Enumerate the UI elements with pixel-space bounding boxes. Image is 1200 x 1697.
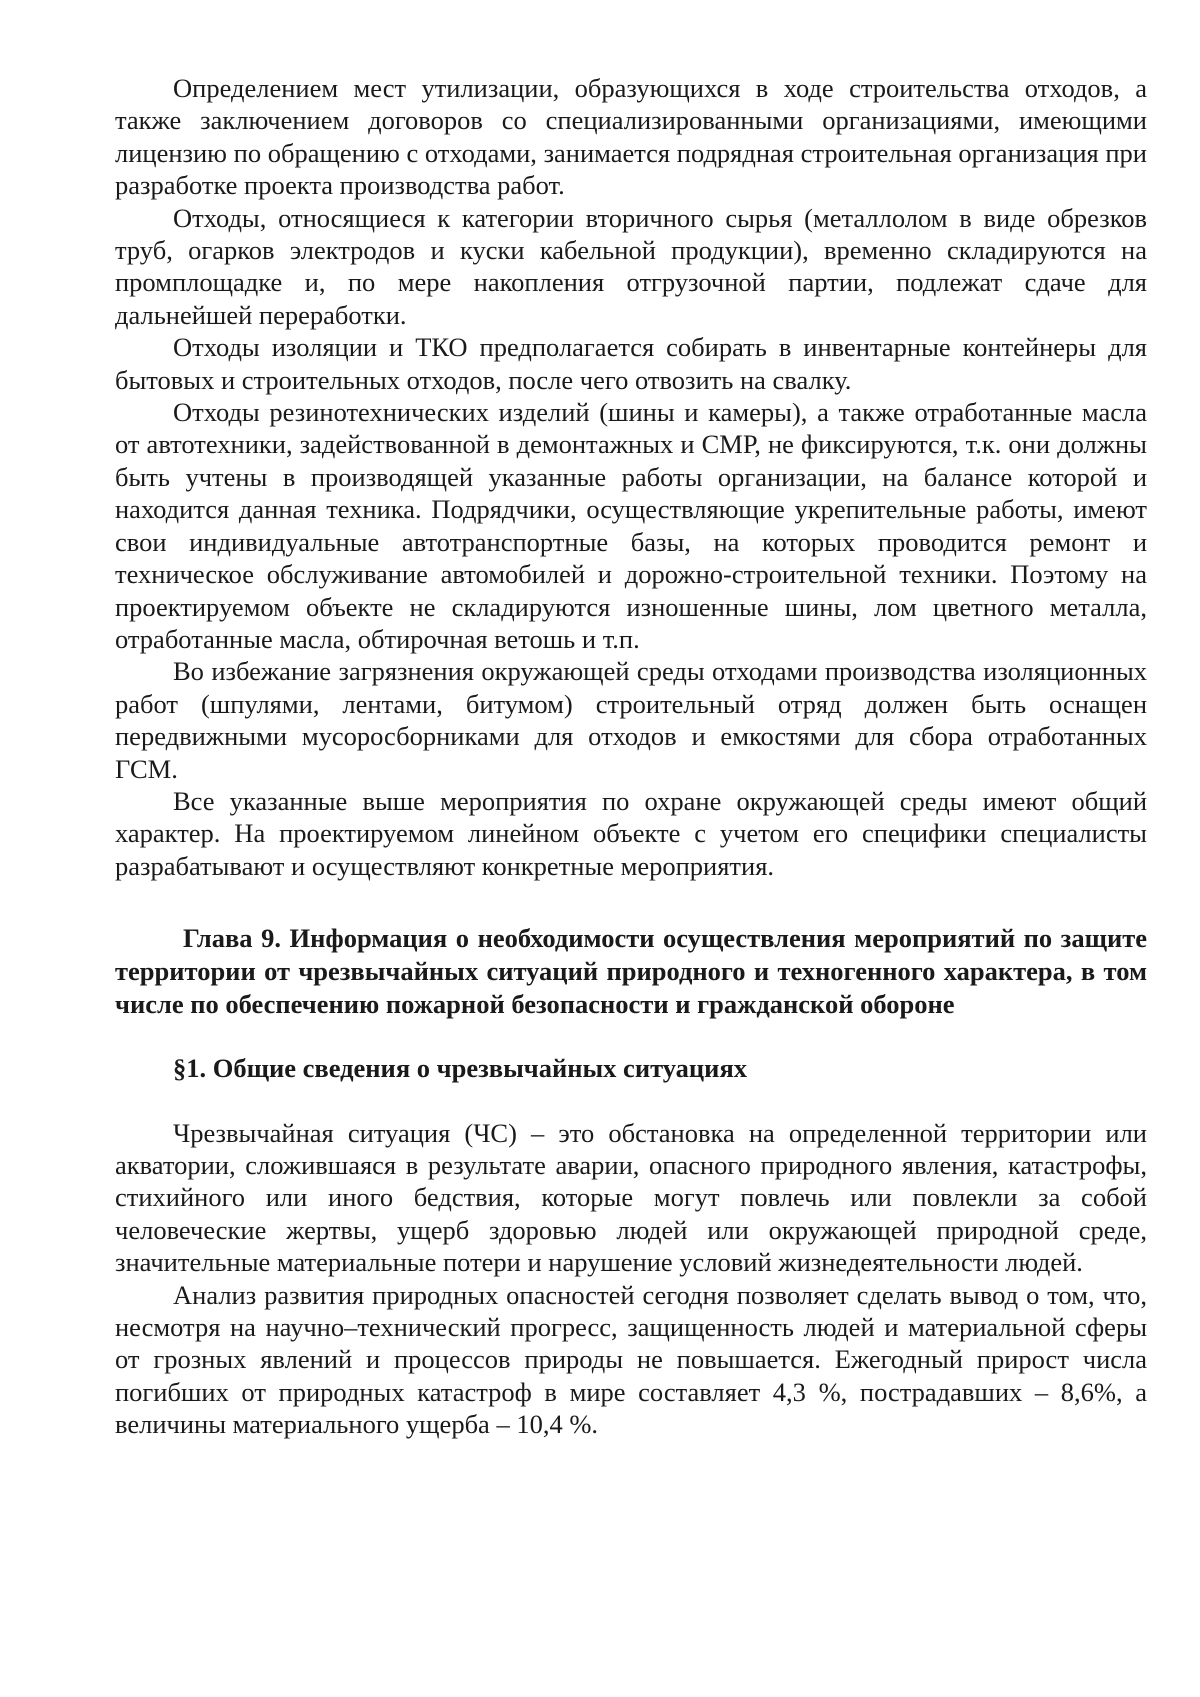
- paragraph-pollution-prevention: Во избежание загрязнения окружающей среды отходами производства изоляционных работ (шпулями, лентами, битумом) строительный отряд должен быть оснащен передвижными мусоросборниками для отходов и емкостями для сбора отработанных ГСМ.: [115, 656, 1147, 784]
- paragraph-waste-disposal: Определением мест утилизации, образующихся в ходе строительства отходов, а также заключением договоров со специализированными организациями, имеющими лицензию по обращению с отходами, занимается подрядная строительная организация при разработке проекта производства работ.: [115, 73, 1147, 201]
- paragraph-insulation-waste: Отходы изоляции и ТКО предполагается собирать в инвентарные контейнеры для бытовых и строительных отходов, после чего отвозить на свалку.: [115, 332, 1147, 395]
- paragraph-secondary-raw-materials: Отходы, относящиеся к категории вторичного сырья (металлолом в виде обрезков труб, огарков электродов и куски кабельной продукции), временно складируются на промплощадке и, по мере накопления отгрузочной партии, подлежат сдаче для дальнейшей переработки.: [115, 202, 1147, 330]
- paragraph-measures-summary: Все указанные выше мероприятия по охране окружающей среды имеют общий характер. На проектируемом линейном объекте с учетом его специфики специалисты разрабатывают и осуществляют конкретные мероприятия.: [115, 785, 1147, 881]
- paragraph-natural-hazards-analysis: Анализ развития природных опасностей сегодня позволяет сделать вывод о том, что, несмотря на научно–технический прогресс, защищенность людей и материальной сферы от грозных явлений и процессов природы не повышается. Ежегодный прирост числа погибших от природных катастроф в мире составляет 4,3 %, пострадавших – 8,6%, а величины материального ущерба – 10,4 %.: [115, 1279, 1147, 1440]
- paragraph-rubber-products: Отходы резинотехнических изделий (шины и камеры), а также отработанные масла от автотехники, задействованной в демонтажных и СМР, не фиксируются, т.к. они должны быть учтены в производящей указанные работы организации, на балансе которой и находится данная техника. Подрядчики, осуществляющие укрепительные работы, имеют свои индивидуальные автотранспортные базы, на которых проводится ремонт и техническое обслуживание автомобилей и дорожно-строительной техники. Поэтому на проектируемом объекте не складируются изношенные шины, лом цветного металла, отработанные масла, обтирочная ветошь и т.п.: [115, 397, 1147, 654]
- chapter-heading: Глава 9. Информация о необходимости осуществления мероприятий по защите территории от чрезвычайных ситуаций природного и техногенного характера, в том числе по обеспечению пожарной безопасности и гражданской обороне: [115, 923, 1147, 1020]
- section-heading: §1. Общие сведения о чрезвычайных ситуациях: [173, 1053, 748, 1084]
- section-body: [115, 1117, 1147, 1441]
- document-page: [115, 72, 1147, 1441]
- paragraph-emergency-definition: Чрезвычайная ситуация (ЧС) – это обстановка на определенной территории или акватории, сложившаяся в результате аварии, опасного природного явления, катастрофы, стихийного или иного бедствия, которые могут повлечь или повлекли за собой человеческие жертвы, ущерб здоровью людей или окружающей природной среде, значительные материальные потери и нарушение условий жизнедеятельности людей.: [115, 1117, 1147, 1278]
